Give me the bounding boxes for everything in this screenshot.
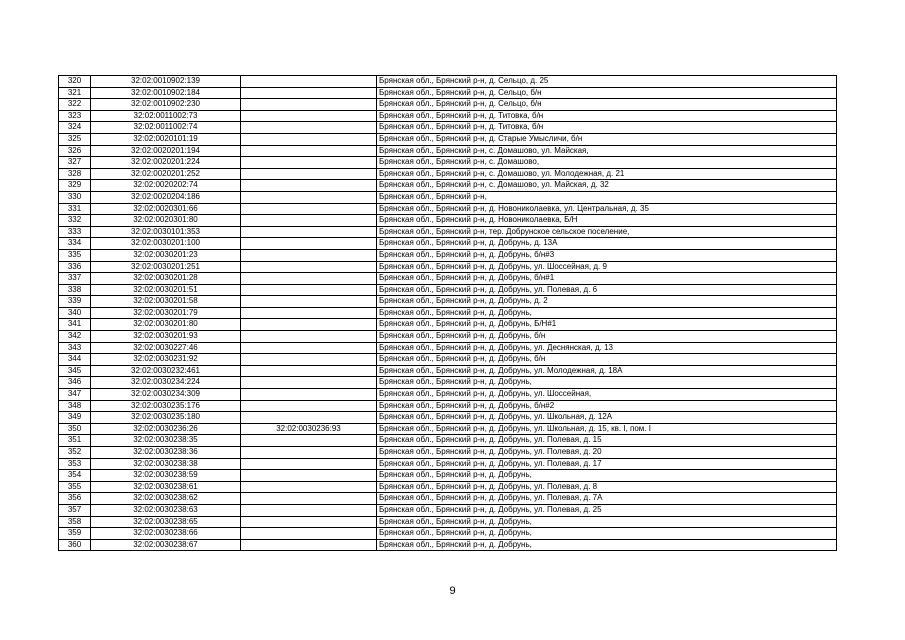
- related-cadastral-number-cell: [241, 180, 377, 192]
- related-cadastral-number-cell: [241, 191, 377, 203]
- row-number-cell: 347: [59, 389, 91, 401]
- related-cadastral-number-cell: [241, 319, 377, 331]
- related-cadastral-number-cell: [241, 110, 377, 122]
- cadastral-number-cell: 32:02:0030201:251: [91, 261, 241, 273]
- row-number-cell: 351: [59, 435, 91, 447]
- related-cadastral-number-cell: 32:02:0030236:93: [241, 423, 377, 435]
- table-row: [59, 423, 837, 435]
- address-cell: Брянская обл., Брянский р-н, д. Добрунь, ул. Молодежная, д. 18А: [377, 365, 837, 377]
- row-number-cell: 326: [59, 145, 91, 157]
- address-cell: Брянская обл., Брянский р-н, тер. Добрунское сельское поселение,: [377, 226, 837, 238]
- cadastral-number-cell: 32:02:0011002:74: [91, 122, 241, 134]
- table-row: [59, 447, 837, 459]
- cadastral-number-cell: 32:02:0030238:63: [91, 504, 241, 516]
- related-cadastral-number-cell: [241, 331, 377, 343]
- address-cell: Брянская обл., Брянский р-н, д. Добрунь, д. 2: [377, 296, 837, 308]
- address-cell: Брянская обл., Брянский р-н, д. Добрунь,: [377, 539, 837, 551]
- cadastral-number-cell: 32:02:0020301:66: [91, 203, 241, 215]
- related-cadastral-number-cell: [241, 273, 377, 285]
- address-cell: Брянская обл., Брянский р-н, д. Добрунь, ул. Полевая, д. 6: [377, 284, 837, 296]
- table-row: [59, 122, 837, 134]
- row-number-cell: 346: [59, 377, 91, 389]
- table-row: [59, 203, 837, 215]
- related-cadastral-number-cell: [241, 400, 377, 412]
- address-cell: Брянская обл., Брянский р-н, д. Добрунь, ул. Полевая, д. 25: [377, 504, 837, 516]
- address-cell: Брянская обл., Брянский р-н, д. Добрунь,: [377, 516, 837, 528]
- address-cell: Брянская обл., Брянский р-н, д. Новониколаевка, Б/Н: [377, 215, 837, 227]
- table-row: [59, 76, 837, 88]
- row-number-cell: 354: [59, 470, 91, 482]
- table-row: [59, 296, 837, 308]
- cadastral-number-cell: 32:02:0030238:67: [91, 539, 241, 551]
- table-row: [59, 412, 837, 424]
- row-number-cell: 324: [59, 122, 91, 134]
- row-number-cell: 350: [59, 423, 91, 435]
- address-cell: Брянская обл., Брянский р-н, д. Титовка, б/н: [377, 110, 837, 122]
- related-cadastral-number-cell: [241, 238, 377, 250]
- cadastral-number-cell: 32:02:0030201:28: [91, 273, 241, 285]
- cadastral-number-cell: 32:02:0020201:252: [91, 168, 241, 180]
- cadastral-number-cell: 32:02:0010902:139: [91, 76, 241, 88]
- table-row: [59, 238, 837, 250]
- registry-table: [58, 75, 837, 551]
- row-number-cell: 344: [59, 354, 91, 366]
- cadastral-number-cell: 32:02:0030235:176: [91, 400, 241, 412]
- address-cell: Брянская обл., Брянский р-н, д. Добрунь, д. 13А: [377, 238, 837, 250]
- row-number-cell: 352: [59, 447, 91, 459]
- address-cell: Брянская обл., Брянский р-н, д. Добрунь, ул. Полевая, д. 8: [377, 481, 837, 493]
- table-row: [59, 435, 837, 447]
- row-number-cell: 358: [59, 516, 91, 528]
- row-number-cell: 336: [59, 261, 91, 273]
- related-cadastral-number-cell: [241, 493, 377, 505]
- table-row: [59, 342, 837, 354]
- cadastral-number-cell: 32:02:0030235:180: [91, 412, 241, 424]
- cadastral-number-cell: 32:02:0030234:224: [91, 377, 241, 389]
- cadastral-number-cell: 32:02:0010902:184: [91, 87, 241, 99]
- row-number-cell: 329: [59, 180, 91, 192]
- related-cadastral-number-cell: [241, 249, 377, 261]
- address-cell: Брянская обл., Брянский р-н, д. Добрунь, ул. Полевая, д. 15: [377, 435, 837, 447]
- cadastral-number-cell: 32:02:0030201:58: [91, 296, 241, 308]
- table-row: [59, 168, 837, 180]
- table-row: [59, 99, 837, 111]
- row-number-cell: 355: [59, 481, 91, 493]
- address-cell: Брянская обл., Брянский р-н, д. Добрунь,: [377, 377, 837, 389]
- related-cadastral-number-cell: [241, 215, 377, 227]
- table-row: [59, 458, 837, 470]
- row-number-cell: 323: [59, 110, 91, 122]
- row-number-cell: 321: [59, 87, 91, 99]
- table-row: [59, 180, 837, 192]
- address-cell: Брянская обл., Брянский р-н, д. Добрунь, б/н: [377, 331, 837, 343]
- address-cell: Брянская обл., Брянский р-н, д. Сельцо, д. 25: [377, 76, 837, 88]
- cadastral-number-cell: 32:02:0030201:79: [91, 307, 241, 319]
- table-row: [59, 145, 837, 157]
- row-number-cell: 343: [59, 342, 91, 354]
- cadastral-number-cell: 32:02:0020202:74: [91, 180, 241, 192]
- address-cell: Брянская обл., Брянский р-н, д. Добрунь,: [377, 307, 837, 319]
- row-number-cell: 340: [59, 307, 91, 319]
- related-cadastral-number-cell: [241, 133, 377, 145]
- address-cell: Брянская обл., Брянский р-н, д. Добрунь, Б/Н#1: [377, 319, 837, 331]
- cadastral-number-cell: 32:02:0030234:309: [91, 389, 241, 401]
- address-cell: Брянская обл., Брянский р-н, д. Добрунь, ул. Шоссейная,: [377, 389, 837, 401]
- related-cadastral-number-cell: [241, 389, 377, 401]
- cadastral-number-cell: 32:02:0030227:46: [91, 342, 241, 354]
- related-cadastral-number-cell: [241, 412, 377, 424]
- address-cell: Брянская обл., Брянский р-н, д. Добрунь, ул. Шоссейная, д. 9: [377, 261, 837, 273]
- address-cell: Брянская обл., Брянский р-н, д. Добрунь, ул. Деснянская, д. 13: [377, 342, 837, 354]
- table-row: [59, 504, 837, 516]
- row-number-cell: 359: [59, 528, 91, 540]
- table-row: [59, 365, 837, 377]
- cadastral-number-cell: 32:02:0030232:461: [91, 365, 241, 377]
- table-row: [59, 481, 837, 493]
- cadastral-number-cell: 32:02:0011002:73: [91, 110, 241, 122]
- related-cadastral-number-cell: [241, 342, 377, 354]
- address-cell: Брянская обл., Брянский р-н, д. Добрунь, ул. Полевая, д. 17: [377, 458, 837, 470]
- table-row: [59, 133, 837, 145]
- address-cell: Брянская обл., Брянский р-н, с. Домашово,: [377, 157, 837, 169]
- related-cadastral-number-cell: [241, 377, 377, 389]
- table-row: [59, 331, 837, 343]
- cadastral-number-cell: 32:02:0020301:80: [91, 215, 241, 227]
- row-number-cell: 334: [59, 238, 91, 250]
- cadastral-number-cell: 32:02:0030238:62: [91, 493, 241, 505]
- address-cell: Брянская обл., Брянский р-н, с. Домашово, ул. Майская,: [377, 145, 837, 157]
- address-cell: Брянская обл., Брянский р-н, д. Добрунь,: [377, 470, 837, 482]
- table-row: [59, 354, 837, 366]
- related-cadastral-number-cell: [241, 226, 377, 238]
- row-number-cell: 328: [59, 168, 91, 180]
- table-row: [59, 539, 837, 551]
- related-cadastral-number-cell: [241, 203, 377, 215]
- cadastral-number-cell: 32:02:0030238:38: [91, 458, 241, 470]
- table-row: [59, 226, 837, 238]
- table-row: [59, 307, 837, 319]
- related-cadastral-number-cell: [241, 122, 377, 134]
- address-cell: Брянская обл., Брянский р-н, с. Домашово, ул. Майская, д. 32: [377, 180, 837, 192]
- cadastral-number-cell: 32:02:0030238:65: [91, 516, 241, 528]
- row-number-cell: 322: [59, 99, 91, 111]
- row-number-cell: 330: [59, 191, 91, 203]
- cadastral-number-cell: 32:02:0010902:230: [91, 99, 241, 111]
- cadastral-number-cell: 32:02:0030236:26: [91, 423, 241, 435]
- row-number-cell: 338: [59, 284, 91, 296]
- related-cadastral-number-cell: [241, 87, 377, 99]
- row-number-cell: 348: [59, 400, 91, 412]
- related-cadastral-number-cell: [241, 539, 377, 551]
- table-row: [59, 273, 837, 285]
- row-number-cell: 345: [59, 365, 91, 377]
- related-cadastral-number-cell: [241, 99, 377, 111]
- related-cadastral-number-cell: [241, 76, 377, 88]
- table-row: [59, 157, 837, 169]
- table-row: [59, 470, 837, 482]
- related-cadastral-number-cell: [241, 261, 377, 273]
- row-number-cell: 325: [59, 133, 91, 145]
- table-row: [59, 400, 837, 412]
- address-cell: Брянская обл., Брянский р-н, д. Новониколаевка, ул. Центральная, д. 35: [377, 203, 837, 215]
- table-row: [59, 389, 837, 401]
- table-row: [59, 110, 837, 122]
- cadastral-number-cell: 32:02:0030238:35: [91, 435, 241, 447]
- row-number-cell: 327: [59, 157, 91, 169]
- table-row: [59, 87, 837, 99]
- related-cadastral-number-cell: [241, 458, 377, 470]
- related-cadastral-number-cell: [241, 504, 377, 516]
- table-row: [59, 191, 837, 203]
- address-cell: Брянская обл., Брянский р-н, д. Добрунь, б/н: [377, 354, 837, 366]
- row-number-cell: 333: [59, 226, 91, 238]
- page-number: 9: [449, 585, 456, 597]
- address-cell: Брянская обл., Брянский р-н, д. Титовка, б/н: [377, 122, 837, 134]
- row-number-cell: 360: [59, 539, 91, 551]
- row-number-cell: 349: [59, 412, 91, 424]
- row-number-cell: 357: [59, 504, 91, 516]
- related-cadastral-number-cell: [241, 307, 377, 319]
- address-cell: Брянская обл., Брянский р-н, д. Добрунь,: [377, 528, 837, 540]
- cadastral-number-cell: 32:02:0020204:186: [91, 191, 241, 203]
- address-cell: Брянская обл., Брянский р-н, д. Добрунь, ул. Полевая, д. 20: [377, 447, 837, 459]
- related-cadastral-number-cell: [241, 145, 377, 157]
- address-cell: Брянская обл., Брянский р-н, д. Сельцо, б/н: [377, 87, 837, 99]
- related-cadastral-number-cell: [241, 284, 377, 296]
- row-number-cell: 337: [59, 273, 91, 285]
- address-cell: Брянская обл., Брянский р-н, д. Добрунь, б/н#3: [377, 249, 837, 261]
- related-cadastral-number-cell: [241, 354, 377, 366]
- cadastral-number-cell: 32:02:0020201:194: [91, 145, 241, 157]
- table-row: [59, 284, 837, 296]
- related-cadastral-number-cell: [241, 365, 377, 377]
- cadastral-number-cell: 32:02:0020201:224: [91, 157, 241, 169]
- address-cell: Брянская обл., Брянский р-н, д. Сельцо, б/н: [377, 99, 837, 111]
- cadastral-number-cell: 32:02:0030201:100: [91, 238, 241, 250]
- row-number-cell: 339: [59, 296, 91, 308]
- address-cell: Брянская обл., Брянский р-н, д. Добрунь, ул. Школьная, д. 12А: [377, 412, 837, 424]
- row-number-cell: 353: [59, 458, 91, 470]
- related-cadastral-number-cell: [241, 168, 377, 180]
- related-cadastral-number-cell: [241, 481, 377, 493]
- related-cadastral-number-cell: [241, 470, 377, 482]
- row-number-cell: 342: [59, 331, 91, 343]
- table-row: [59, 319, 837, 331]
- table-row: [59, 516, 837, 528]
- related-cadastral-number-cell: [241, 296, 377, 308]
- table-row: [59, 249, 837, 261]
- related-cadastral-number-cell: [241, 516, 377, 528]
- cadastral-number-cell: 32:02:0030238:61: [91, 481, 241, 493]
- address-cell: Брянская обл., Брянский р-н, д. Старые Умысличи, б/н: [377, 133, 837, 145]
- address-cell: Брянская обл., Брянский р-н, д. Добрунь, ул. Полевая, д. 7А: [377, 493, 837, 505]
- related-cadastral-number-cell: [241, 435, 377, 447]
- row-number-cell: 331: [59, 203, 91, 215]
- cadastral-number-cell: 32:02:0030201:23: [91, 249, 241, 261]
- registry-table-body: [59, 76, 837, 551]
- cadastral-number-cell: 32:02:0020101:19: [91, 133, 241, 145]
- cadastral-number-cell: 32:02:0030101:353: [91, 226, 241, 238]
- row-number-cell: 320: [59, 76, 91, 88]
- table-row: [59, 215, 837, 227]
- cadastral-number-cell: 32:02:0030201:80: [91, 319, 241, 331]
- row-number-cell: 335: [59, 249, 91, 261]
- cadastral-number-cell: 32:02:0030238:59: [91, 470, 241, 482]
- address-cell: Брянская обл., Брянский р-н, д. Добрунь, б/н#2: [377, 400, 837, 412]
- related-cadastral-number-cell: [241, 447, 377, 459]
- address-cell: Брянская обл., Брянский р-н, д. Добрунь, ул. Школьная, д. 15, кв. I, пом. I: [377, 423, 837, 435]
- table-row: [59, 493, 837, 505]
- related-cadastral-number-cell: [241, 157, 377, 169]
- row-number-cell: 341: [59, 319, 91, 331]
- address-cell: Брянская обл., Брянский р-н, с. Домашово, ул. Молодежная, д. 21: [377, 168, 837, 180]
- cadastral-number-cell: 32:02:0030238:66: [91, 528, 241, 540]
- related-cadastral-number-cell: [241, 528, 377, 540]
- row-number-cell: 356: [59, 493, 91, 505]
- cadastral-number-cell: 32:02:0030238:36: [91, 447, 241, 459]
- table-row: [59, 377, 837, 389]
- table-row: [59, 261, 837, 273]
- table-row: [59, 528, 837, 540]
- cadastral-number-cell: 32:02:0030201:51: [91, 284, 241, 296]
- cadastral-number-cell: 32:02:0030201:93: [91, 331, 241, 343]
- row-number-cell: 332: [59, 215, 91, 227]
- address-cell: Брянская обл., Брянский р-н, д. Добрунь, б/н#1: [377, 273, 837, 285]
- address-cell: Брянская обл., Брянский р-н,: [377, 191, 837, 203]
- cadastral-number-cell: 32:02:0030231:92: [91, 354, 241, 366]
